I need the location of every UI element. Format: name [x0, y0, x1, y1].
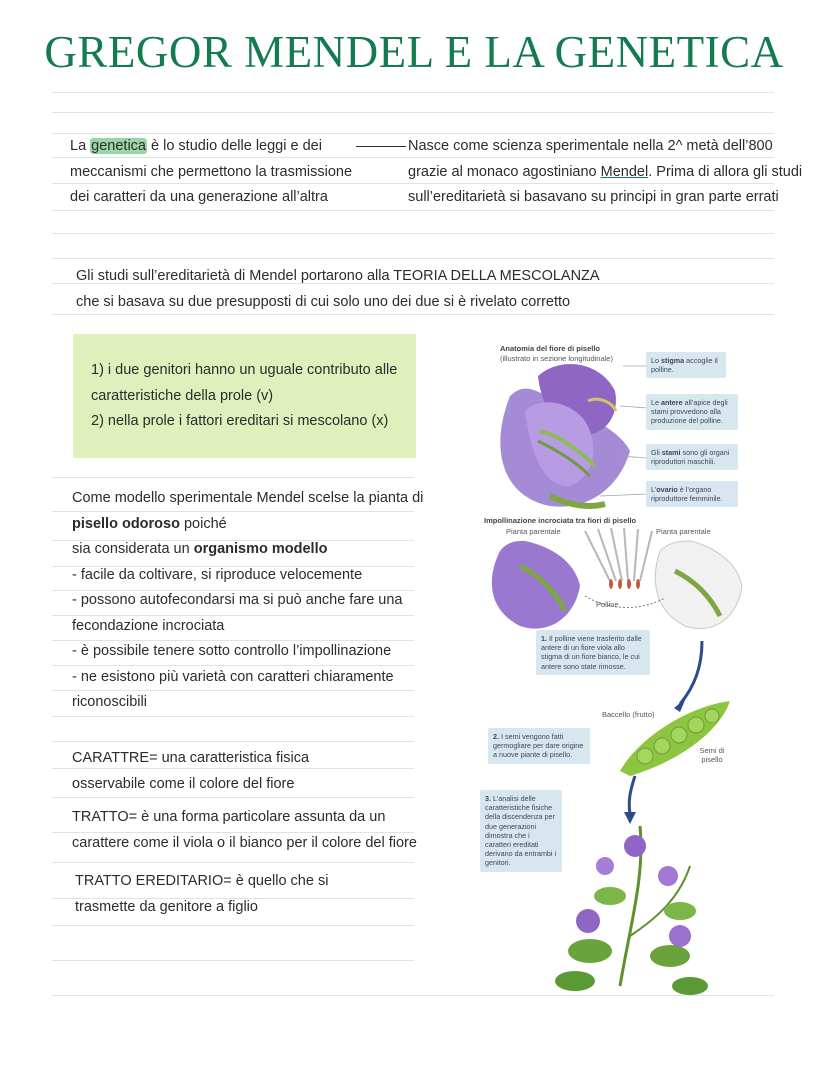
definition-tratto: TRATTO= è una forma particolare assunta da un carattere come il viola o il bianco per il colore del fiore: [72, 809, 417, 851]
intro-right: Nasce come scienza sperimentale nella 2^ metà dell’800 grazie al monaco agostiniano Mendel. Prima di allora gli studi sull’ereditarietà si basavano su principi in gran parte errati: [408, 138, 803, 205]
blank-line: [356, 146, 406, 147]
intro-left: La genetica è lo studio delle leggi e dei meccanismi che permettono la trasmissione dei caratteri da una generazione all’altra: [70, 134, 406, 211]
callout-stigma: Lo stigma accoglie il polline.: [646, 352, 726, 378]
genetica-highlight: genetica: [91, 138, 146, 154]
callout-stami: Gli stami sono gli organi riproduttori maschili.: [646, 444, 738, 470]
step-2-callout: 2. I semi vengono fatti germogliare per dare origine a nuove piante di pisello.: [488, 728, 590, 764]
list-item: - ne esistono più varietà con caratteri chiaramente: [72, 668, 394, 685]
model-paragraph: Come modello sperimentale Mendel scelse la pianta di pisello odoroso poiché sia considerata un organismo modello - facile da coltivare, si riproduce velocemente - possono autofecondarsi ma si può anche fare una fecondazione incrociata - è possibile tenere sotto controllo l’impollinazione - ne esistono più varietà con caratteri chiaramente riconoscibili: [72, 486, 423, 716]
anatomy-title: Anatomia del fiore di pisello: [500, 344, 601, 353]
flower-anatomy-icon: [500, 364, 648, 507]
parent-right-label: Pianta parentale: [656, 527, 711, 536]
assumption-item: 1) i due genitori hanno un uguale contributo alle: [91, 362, 398, 378]
assumption-item: 2) nella prole i fattori ereditari si mescolano (x): [91, 413, 389, 429]
cross-pollination-icon: [492, 528, 742, 629]
arrow-icon: [680, 641, 702, 704]
list-item: - possono autofecondarsi ma si può anche fare una: [72, 592, 403, 608]
callout-ovario: L’ovario è l’organo riproduttore femminile.: [646, 481, 738, 507]
step-3-callout: 3. L’analisi delle caratteristiche fisiche della discendenza per due generazioni dimostra che i caratteri ereditati derivano da entrambi i genitori.: [480, 790, 562, 872]
parent-left-label: Pianta parentale: [506, 527, 561, 536]
pollen-label: Polline: [596, 600, 619, 609]
page-title: GREGOR MENDEL E LA GENETICA: [44, 27, 784, 77]
definition-carattere: CARATTRE= una caratteristica fisica osservabile come il colore del fiore: [72, 750, 310, 792]
assumption-item: caratteristiche della prole (v): [91, 387, 274, 404]
definition-tratto-ereditario: TRATTO EREDITARIO= è quello che si trasmette da genitore a figlio: [75, 873, 329, 915]
anatomy-subtitle: (illustrato in sezione longitudinale): [500, 354, 613, 363]
seeds-label: Semi di pisello: [699, 746, 725, 764]
step-1-callout: 1. Il polline viene trasferito dalle antere di un fiore viola allo stigma di un fiore bianco, le cui antere sono state rimosse.: [536, 630, 650, 675]
list-item: fecondazione incrociata: [72, 617, 225, 634]
pea-plant-icon: [555, 826, 708, 995]
assumptions-list: [91, 358, 397, 435]
list-item: - è possibile tenere sotto controllo l’impollinazione: [72, 643, 392, 659]
mendel-underline: Mendel: [600, 163, 649, 180]
list-item: - facile da coltivare, si riproduce velocemente: [72, 566, 363, 583]
list-item: riconoscibili: [72, 694, 147, 710]
callout-antere: Le antere all’apice degli stami provvedono alla produzione del polline.: [646, 394, 738, 430]
cross-title: Impollinazione incrociata tra fiori di pisello: [484, 516, 637, 525]
theory-paragraph: Gli studi sull’ereditarietà di Mendel portarono alla TEORIA DELLA MESCOLANZA che si basava su due presupposti di cui solo uno dei due si è rivelato corretto: [76, 268, 600, 310]
arrow-icon: [629, 776, 635, 814]
pea-flower-figure: [480, 336, 766, 996]
pod-label: Baccello (frutto): [602, 710, 655, 719]
